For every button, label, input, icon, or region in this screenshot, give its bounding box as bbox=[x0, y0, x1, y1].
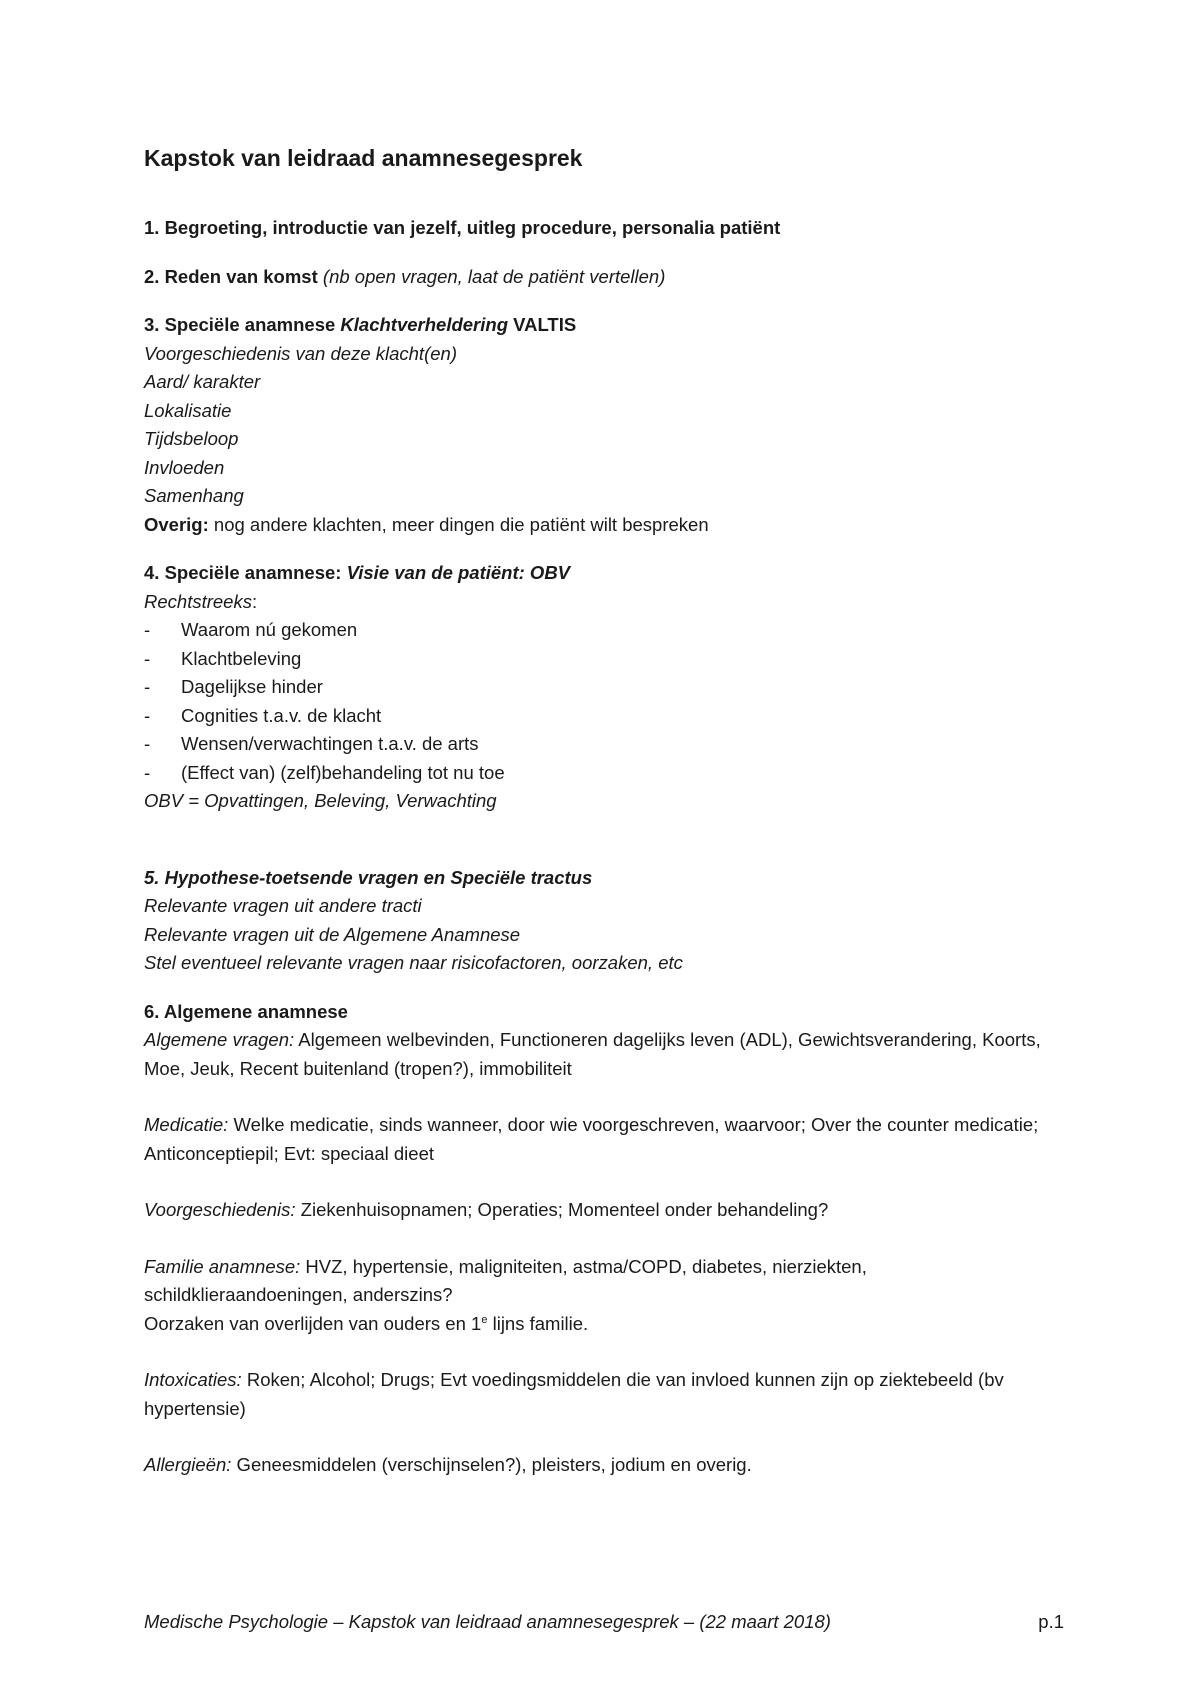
voorgeschiedenis-label: Voorgeschiedenis: bbox=[144, 1199, 296, 1220]
list-item: - Klachtbeleving bbox=[144, 645, 1064, 674]
list-item: - Wensen/verwachtingen t.a.v. de arts bbox=[144, 730, 1064, 759]
familie-text: HVZ, hypertensie, maligniteiten, astma/COPD, diabetes, nierziekten, schildklieraandoeningen, anderszins? bbox=[144, 1255, 867, 1305]
intox-text: Roken; Alcohol; Drugs; Evt voedingsmiddelen die van invloed kunnen zijn op ziektebeeld (bv hypertensie) bbox=[144, 1369, 1004, 1419]
list-item: Voorgeschiedenis van deze klacht(en) bbox=[144, 342, 457, 364]
oorzaken-text-b: lijns familie. bbox=[487, 1312, 589, 1334]
allergie-label: Allergieën: bbox=[144, 1454, 232, 1475]
section-3-heading-a: 3. Speciële anamnese bbox=[144, 314, 341, 335]
list-item: Relevante vragen uit de Algemene Anamnese bbox=[144, 923, 521, 945]
allergie-text: Geneesmiddelen (verschijnselen?), pleisters, jodium en overig. bbox=[231, 1454, 752, 1475]
section-2-heading: 2. Reden van komst bbox=[144, 265, 318, 287]
spacer bbox=[144, 1423, 1064, 1451]
spacer bbox=[144, 1168, 1064, 1196]
algemene-label: Algemene vragen: bbox=[144, 1029, 295, 1050]
overig-label: Overig: bbox=[144, 513, 209, 535]
list-item: - (Effect van) (zelf)behandeling tot nu toe bbox=[144, 759, 1064, 788]
list-item: Invloeden bbox=[144, 456, 225, 478]
oorzaken-text-a: Oorzaken van overlijden van ouders en 1 bbox=[144, 1312, 482, 1334]
algemene-text: Algemeen welbevinden, Functioneren dagelijks leven (ADL), Gewichtsverandering, Koorts, Moe, Jeuk, Recent buitenland (tropen?), immobiliteit bbox=[144, 1029, 1041, 1079]
section-6 bbox=[144, 998, 1064, 1480]
section-5 bbox=[144, 864, 1064, 978]
list-item: - Waarom nú gekomen bbox=[144, 616, 1064, 645]
section-1 bbox=[144, 214, 1064, 243]
familie-anamnese bbox=[144, 1253, 1064, 1310]
familie-label: Familie anamnese: bbox=[144, 1255, 301, 1277]
medicatie bbox=[144, 1111, 1064, 1168]
section-4-heading-a: 4. Speciële anamnese: bbox=[144, 562, 347, 583]
section-3-heading bbox=[144, 311, 1064, 340]
oorzaken-sup: e bbox=[481, 1313, 488, 1326]
spacer bbox=[144, 1225, 1064, 1253]
medicatie-text: Welke medicatie, sinds wanneer, door wie voorgeschreven, waarvoor; Over the counter medicatie; Anticonceptiepil; Evt: speciaal dieet bbox=[144, 1114, 1039, 1164]
intoxicaties bbox=[144, 1366, 1064, 1423]
section-3-heading-b: Klachtverheldering bbox=[340, 314, 508, 335]
section-4-sub bbox=[144, 588, 1064, 617]
section-3 bbox=[144, 311, 1064, 539]
rechtstreeks-colon: : bbox=[251, 590, 258, 612]
section-3-overig bbox=[144, 511, 1064, 540]
section-4-heading-b: Visie van de patiënt: OBV bbox=[346, 562, 571, 583]
spacer bbox=[144, 836, 1064, 864]
rechtstreeks-label: Rechtstreeks bbox=[144, 590, 252, 612]
section-2-line bbox=[144, 263, 1064, 292]
section-6-heading: 6. Algemene anamnese bbox=[144, 1000, 348, 1022]
list-item: - Cognities t.a.v. de klacht bbox=[144, 702, 1064, 731]
list-item: Aard/ karakter bbox=[144, 371, 261, 392]
overig-text: nog andere klachten, meer dingen die patiënt wilt bespreken bbox=[208, 513, 709, 535]
section-4 bbox=[144, 559, 1064, 816]
list-item: - Dagelijkse hinder bbox=[144, 673, 1064, 702]
obv-definition: OBV = Opvattingen, Beleving, Verwachting bbox=[144, 790, 497, 811]
intox-label: Intoxicaties: bbox=[144, 1369, 242, 1390]
section-3-heading-c: VALTIS bbox=[508, 314, 577, 335]
section-2-note: (nb open vragen, laat de patiënt vertellen) bbox=[322, 265, 666, 287]
medicatie-label: Medicatie: bbox=[144, 1114, 229, 1135]
list-item: Tijdsbeloop bbox=[144, 428, 239, 449]
section-5-heading: 5. Hypothese-toetsende vragen en Speciële tractus bbox=[144, 866, 593, 888]
list-item: Relevante vragen uit andere tracti bbox=[144, 895, 422, 916]
list-item: Stel eventueel relevante vragen naar risicofactoren, oorzaken, etc bbox=[144, 952, 683, 973]
document-body bbox=[144, 142, 1064, 1500]
list-item: Lokalisatie bbox=[144, 399, 232, 421]
oorzaken-overlijden bbox=[144, 1310, 1064, 1339]
section-4-heading bbox=[144, 559, 1064, 588]
list-item: Samenhang bbox=[144, 485, 244, 506]
algemene-vragen bbox=[144, 1026, 1064, 1083]
section-2 bbox=[144, 263, 1064, 292]
spacer bbox=[144, 1338, 1064, 1366]
page-title: Kapstok van leidraad anamnesegesprek bbox=[144, 145, 583, 171]
allergieen bbox=[144, 1451, 1064, 1480]
section-4-list bbox=[144, 616, 1064, 787]
voorgeschiedenis-text: Ziekenhuisopnamen; Operaties; Momenteel onder behandeling? bbox=[295, 1199, 829, 1220]
voorgeschiedenis bbox=[144, 1196, 1064, 1225]
page-number: p.1 bbox=[1038, 1611, 1064, 1632]
section-1-heading: 1. Begroeting, introductie van jezelf, uitleg procedure, personalia patiënt bbox=[144, 217, 781, 238]
spacer bbox=[144, 1083, 1064, 1111]
footer-text: Medische Psychologie – Kapstok van leidraad anamnesegesprek – (22 maart 2018) bbox=[144, 1611, 831, 1632]
